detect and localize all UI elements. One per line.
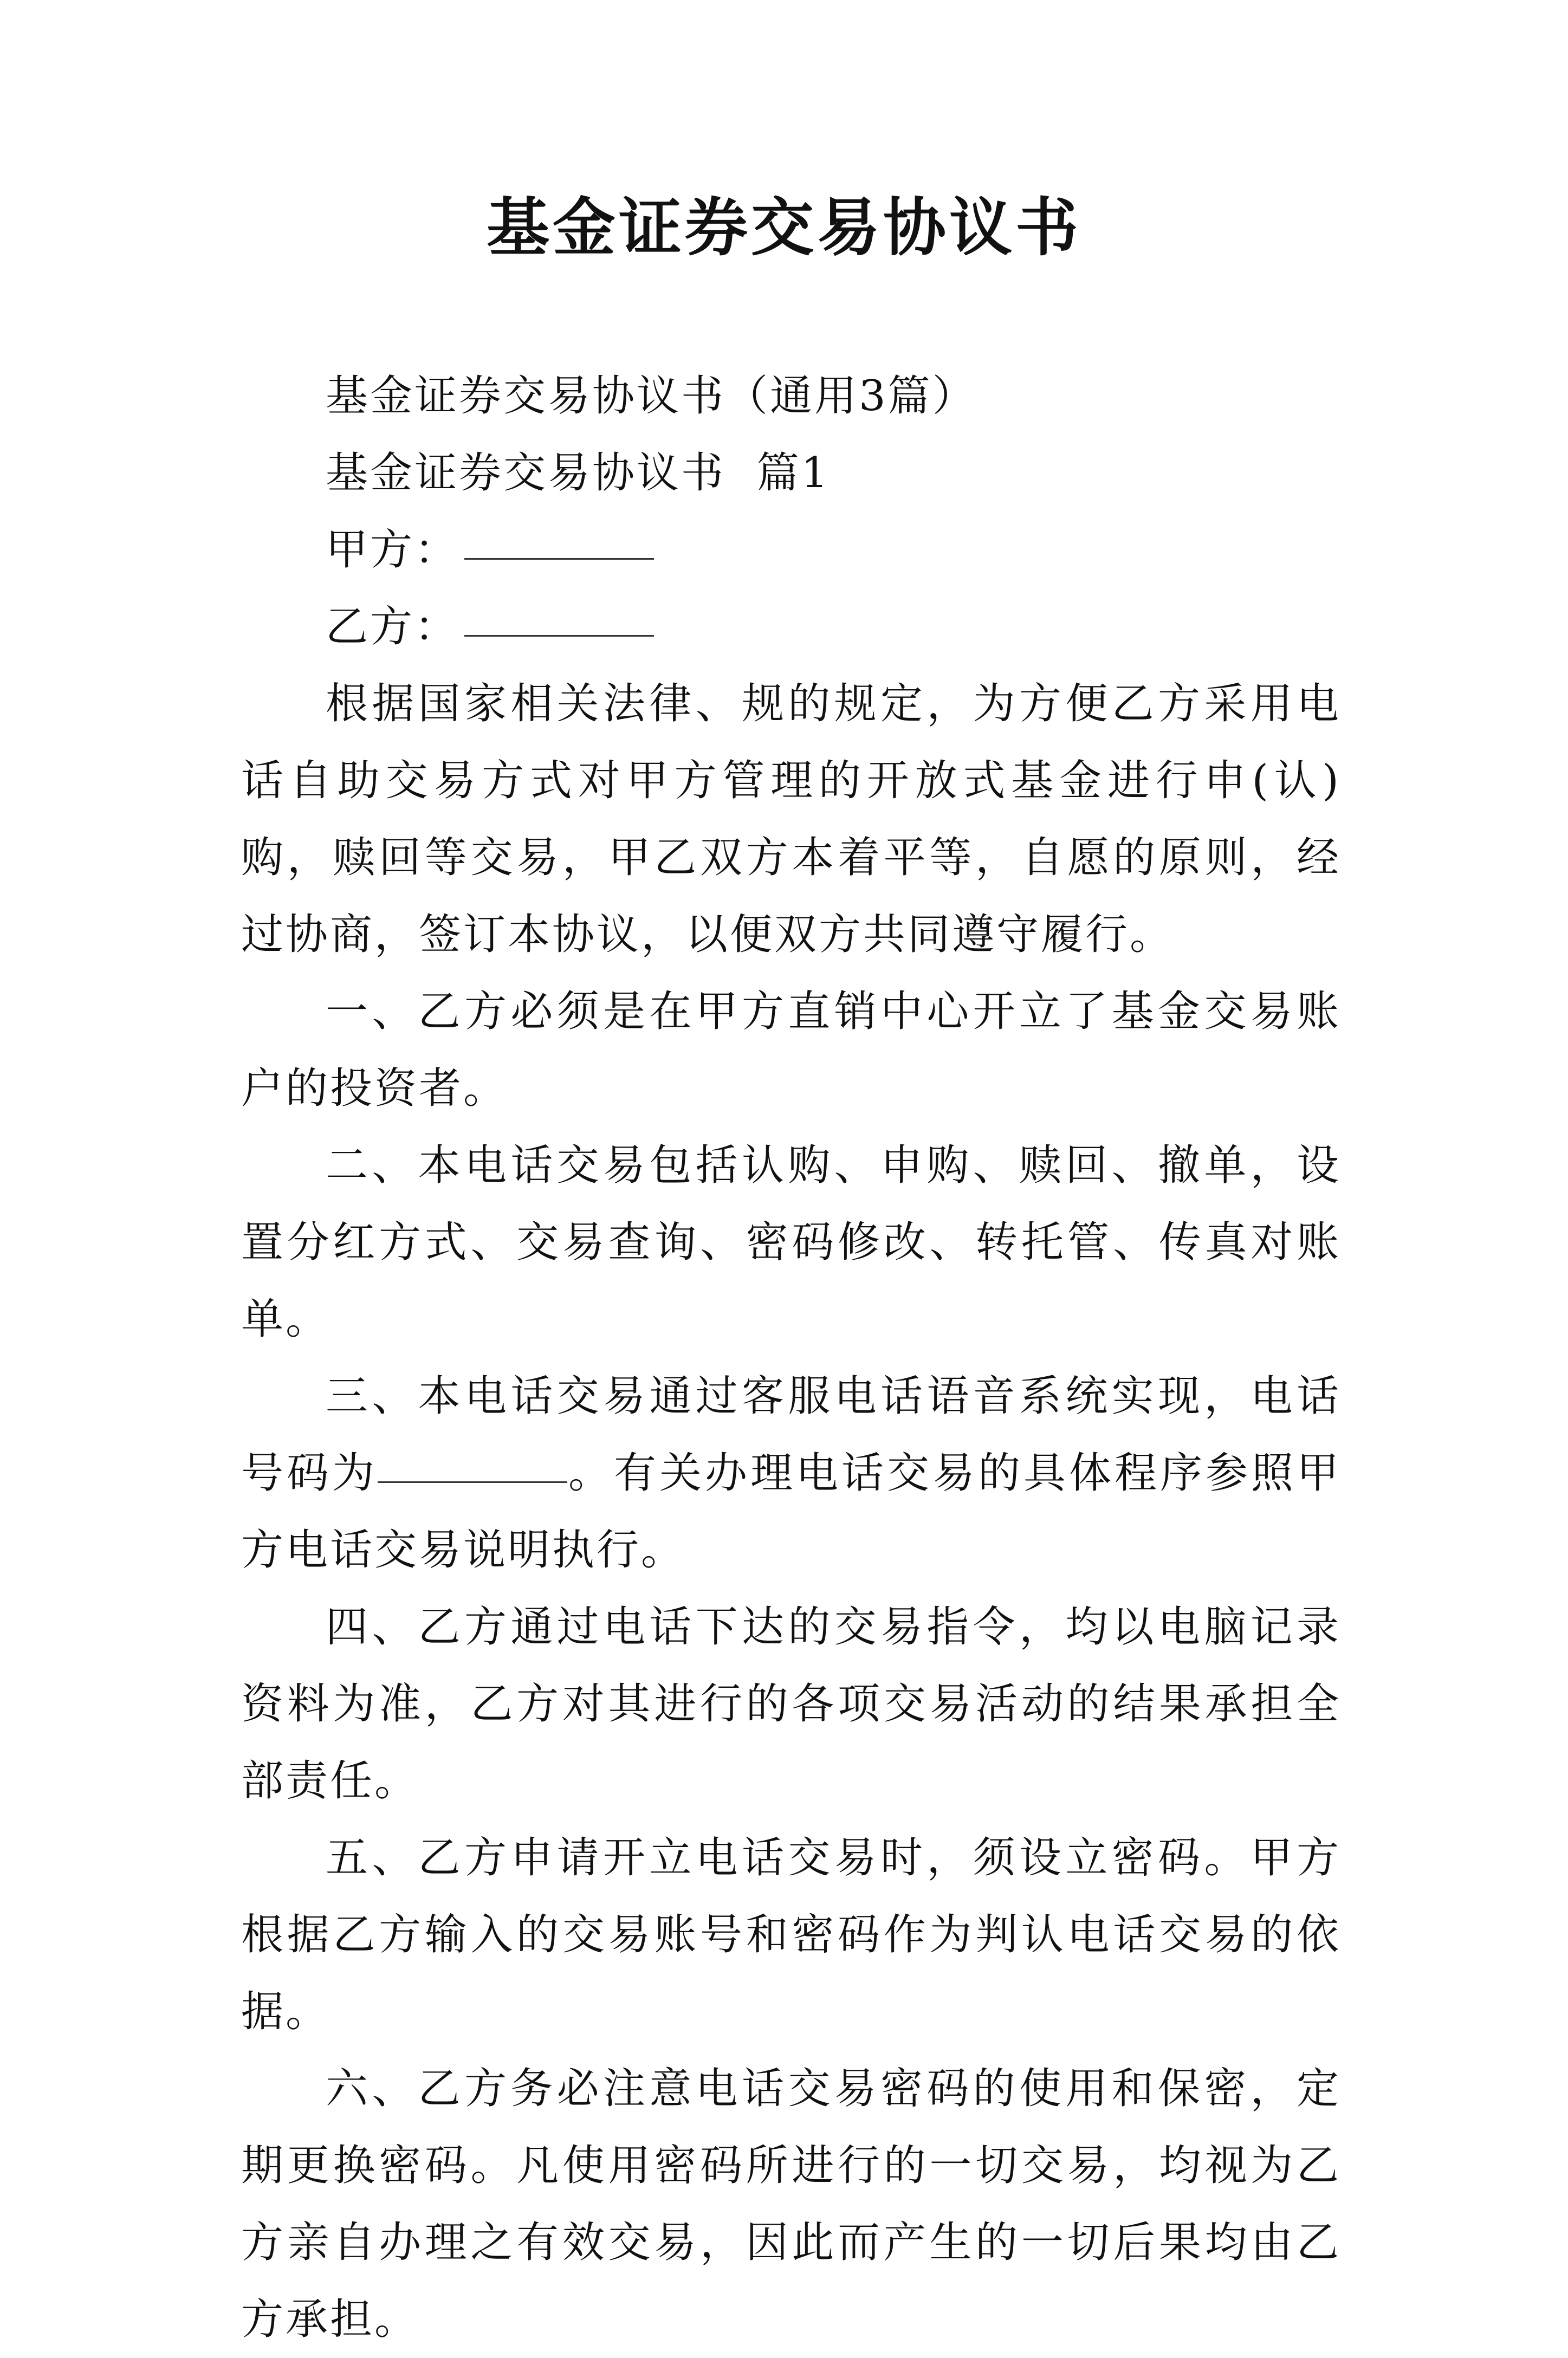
clause-3-part2: 。有关办理电话交易的具体程序参照甲方电话交易说明执行。: [241, 1449, 1341, 1575]
clause-3: [241, 1358, 1341, 1589]
intro-paragraph: 根据国家相关法律、规的规定，为方便乙方采用电话自助交易方式对甲方管理的开放式基金进行申(认)购，赎回等交易，甲乙双方本着平等，自愿的原则，经过协商，签订本协议，以便双方共同遵守履行。: [241, 679, 1341, 959]
clause-1: 一、乙方必须是在甲方直销中心开立了基金交易账户的投资者。: [241, 987, 1341, 1113]
party-b-label: 乙方：: [326, 603, 459, 651]
party-a-label: 甲方：: [326, 526, 459, 574]
document-subtitle: 基金证券交易协议书（通用3篇）: [326, 372, 977, 420]
party-a-blank: [464, 558, 654, 560]
document-title: 基金证券交易协议书: [487, 191, 1081, 264]
clause-3-part1: 三、本电话交易通过客服电话语音系统实现，电话号码为: [241, 1372, 1341, 1498]
party-b-line: [241, 588, 1341, 665]
document-body: [241, 358, 1341, 2358]
clause-5: 五、乙方申请开立电话交易时，须设立密码。甲方根据乙方输入的交易账号和密码作为判认电话交易的依据。: [241, 1834, 1341, 2036]
party-a-line: [241, 511, 1341, 588]
clause-4: 四、乙方通过电话下达的交易指令，均以电脑记录资料为准，乙方对其进行的各项交易活动的结果承担全部责任。: [241, 1603, 1341, 1805]
section-heading: 基金证券交易协议书 篇1: [326, 449, 831, 497]
clause-2: 二、本电话交易包括认购、申购、赎回、撤单，设置分红方式、交易查询、密码修改、转托管、传真对账单。: [241, 1141, 1341, 1344]
party-b-blank: [464, 634, 654, 637]
phone-number-blank: [378, 1481, 567, 1483]
clause-6: 六、乙方务必注意电话交易密码的使用和保密，定期更换密码。凡使用密码所进行的一切交易，均视为乙方亲自办理之有效交易，因此而产生的一切后果均由乙方承担。: [241, 2064, 1341, 2344]
